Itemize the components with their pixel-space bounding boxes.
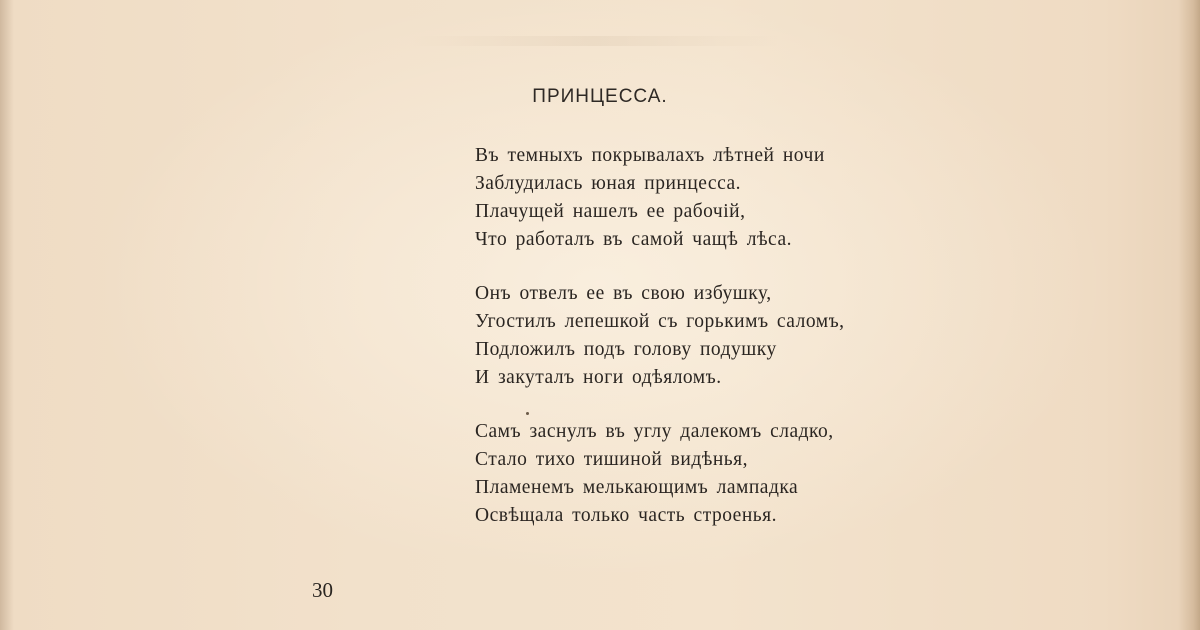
poem-line: Заблудилась юная принцесса. [475, 173, 741, 194]
bleed-through-mark [410, 36, 780, 46]
stanza-2 [475, 280, 955, 392]
poem-line: Въ темныхъ покрывалахъ лѣтней ночи [475, 145, 825, 166]
poem-line: Пламенемъ мелькающимъ лампадка [475, 477, 799, 498]
ink-speck [526, 412, 529, 415]
poem-line: Угостилъ лепешкой съ горькимъ саломъ, [475, 311, 845, 332]
stanza-1 [475, 142, 955, 254]
poem-line: И закуталъ ноги одѣяломъ. [475, 367, 722, 388]
poem-line: Что работалъ въ самой чащѣ лѣса. [475, 229, 792, 250]
poem-line: Плачущей нашелъ ее рабочій, [475, 201, 746, 222]
stanza-3 [475, 418, 955, 530]
poem-title: ПРИНЦЕССА. [532, 86, 668, 107]
spine-shadow [0, 0, 14, 630]
poem-line: Подложилъ подъ голову подушку [475, 339, 777, 360]
poem-body [475, 142, 955, 556]
poem-line: Онъ отвелъ ее въ свою избушку, [475, 283, 772, 304]
page-number: 30 [312, 578, 333, 602]
poem-line: Самъ заснулъ въ углу далекомъ сладко, [475, 421, 834, 442]
poem-line: Стало тихо тишиной видѣнья, [475, 449, 749, 470]
page-edge [1178, 0, 1200, 630]
poem-line: Освѣщала только часть строенья. [475, 505, 778, 526]
